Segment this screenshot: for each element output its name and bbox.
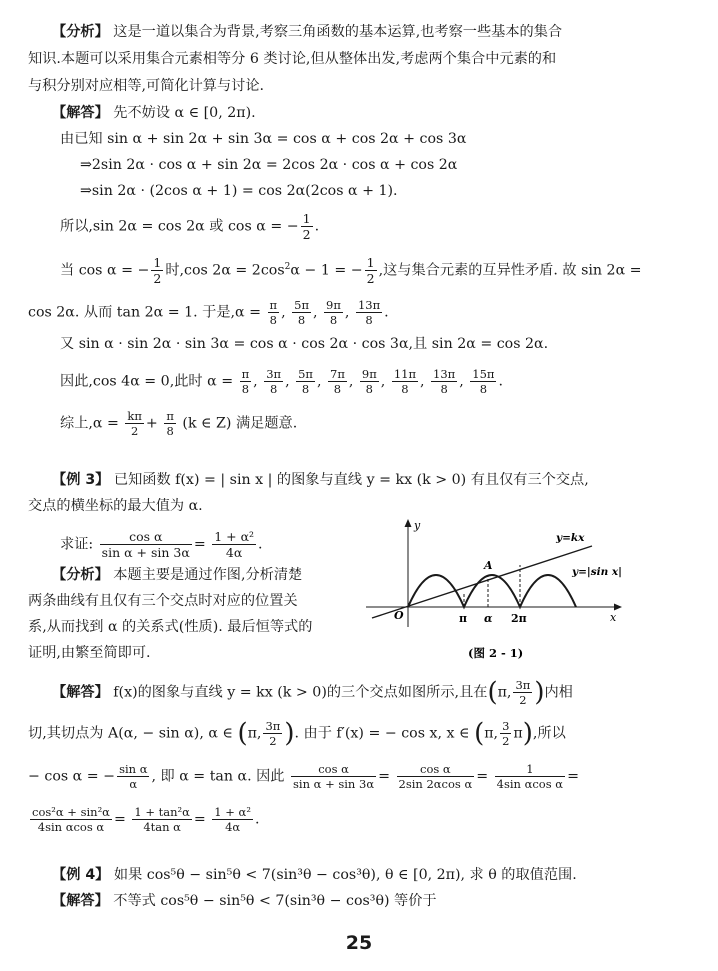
kx-label: y=kx (556, 532, 585, 544)
example-3-solution-3: − cos α = − $\frac{\text{sin α}}{\alpha}$ , 即 α = tan α. 因此 $\frac{\text{cos α}}{\text{sin α + sin 3α}}$ = $\frac{\text{cos α}}{\text{2sin 2αcos α}}$ = $\frac{1}{\text{4sin αcos α}}$ = (28, 762, 579, 792)
fraction: $\frac{1}{2}$ (153, 255, 162, 287)
y-axis-arrow (405, 519, 412, 527)
example-3-analysis-3: 系,从而找到 α 的关系式(性质). 最后恒等式的 (28, 619, 313, 635)
solution-line-1: 【解答】 先不妨设 α ∈ [0, 2π). (52, 105, 256, 121)
tick-2pi: 2π (511, 612, 527, 625)
tick-pi: π (459, 612, 468, 625)
analysis-label: 【分析】 (52, 24, 109, 40)
analysis-line-3: 与积分别对应相等,可简化计算与讨论. (28, 78, 265, 94)
figure-2-1 (360, 515, 630, 665)
solution-line-7: cos 2α. 从而 tan 2α = 1. 于是,α = $\frac{\pi}{8}$ , $\frac{5\pi}{8}$ , $\frac{9\pi}{8}$ , $\frac{13\pi}{8}$ . (28, 298, 389, 328)
example-3-solution-2: 切,其切点为 A(α, − sin α), α ∈ (π, $\frac{3\pi}{2}$ ). 由于 f′(x) = − cos x, x ∈ (π, $\frac{3}{2}$ π),所以 (28, 718, 566, 749)
example-3-line-1: 【例 3】 已知函数 f(x) = | sin x | 的图象与直线 y = kx (k > 0) 有且仅有三个交点, (52, 472, 589, 488)
fraction: $\frac{1}{2}$ (366, 255, 375, 287)
example-3-label: 【例 3】 (52, 472, 110, 488)
x-label: x (610, 611, 617, 624)
solution-line-10: 综上,α = $\frac{k\pi}{2}$ + $\frac{\pi}{8}$ (k ∈ Z) 满足题意. (60, 409, 298, 439)
solution-line-4: ⇒sin 2α · (2cos α + 1) = cos 2α(2cos α + 1). (80, 183, 398, 199)
example-4-solution: 【解答】 不等式 cos⁵θ − sin⁵θ < 7(sin³θ − cos³θ) 等价于 (52, 893, 437, 909)
example-3-solution-4: $\frac{\text{cos²α + sin²α}}{\text{4sin αcos α}}$ = $\frac{\text{1 + tan²α}}{\text{4tan α}}$ = $\frac{\text{1 + α²}}{4\alpha}$ . (32, 805, 260, 835)
solution-line-8: 又 sin α · sin 2α · sin 3α = cos α · cos 2α · cos 3α,且 sin 2α = cos 2α. (60, 336, 549, 352)
example-3-analysis-4: 证明,由繁至简即可. (28, 645, 151, 661)
page-number: 25 (345, 932, 373, 954)
example-3-analysis-1: 【分析】 本题主要是通过作图,分析清楚 (52, 567, 303, 583)
solution-label: 【解答】 (52, 105, 109, 121)
example-4-label: 【例 4】 (52, 867, 110, 883)
prove-line: 求证: $\frac{\text{cos α}}{\text{sin α + sin 3α}}$ = $\frac{\text{1 + α²}}{4\alpha}$ . (60, 529, 263, 561)
sin-label: y=|sin x| (572, 566, 622, 578)
y-label: y (414, 519, 421, 532)
analysis-line-2: 知识.本题可以采用集合元素相等分 6 类讨论,但从整体出发,考虑两个集合中元素的和 (28, 51, 557, 67)
tick-alpha: α (484, 612, 493, 625)
analysis-line-1: 【分析】 这是一道以集合为背景,考察三角函数的基本运算,也考察一些基本的集合 (52, 24, 563, 40)
example-3-line-2: 交点的横坐标的最大值为 α. (28, 498, 203, 514)
example-4-line-1: 【例 4】 如果 cos⁵θ − sin⁵θ < 7(sin³θ − cos³θ), θ ∈ [0, 2π), 求 θ 的取值范围. (52, 867, 577, 883)
origin-label: O (394, 609, 404, 622)
solution-line-5: 所以,sin 2α = cos 2α 或 cos α = − $\frac{1}{2}$ . (60, 211, 320, 243)
figure-caption: (图 2 - 1) (468, 646, 524, 660)
fraction: $\frac{1}{2}$ (302, 211, 311, 243)
example-3-analysis-2: 两条曲线有且仅有三个交点时对应的位置关 (28, 593, 298, 609)
solution-line-6: 当 cos α = − $\frac{1}{2}$ 时,cos $2\alpha = 2\cos^2\alpha - 1$ = − $\frac{1}{2}$ ,这与集合元素的互异性矛盾. 故 sin 2α = (60, 255, 642, 287)
example-3-solution-1: 【解答】 f(x)的图象与直线 y = kx (k > 0)的三个交点如图所示,且在(π, $\frac{3\pi}{2}$ )内相 (52, 677, 573, 708)
x-axis-arrow (614, 604, 622, 611)
solution-line-2: 由已知 sin α + sin 2α + sin 3α = cos α + cos 2α + cos 3α (60, 131, 467, 147)
solution-line-3: ⇒2sin 2α · cos α + sin 2α = 2cos 2α · cos α + cos 2α (80, 157, 458, 173)
sin-curve (408, 575, 576, 607)
point-a-label: A (484, 559, 493, 572)
solution-line-9: 因此,cos 4α = 0,此时 α = $\frac{\pi}{8}$ , $\frac{3\pi}{8}$ , $\frac{5\pi}{8}$ , $\frac{7\pi}{8}$ , $\frac{9\pi}{8}$ , $\frac{11\pi}{8}$ , $\frac{13\pi}{8}$ , $\frac{15\pi}{8}$ . (60, 367, 503, 397)
